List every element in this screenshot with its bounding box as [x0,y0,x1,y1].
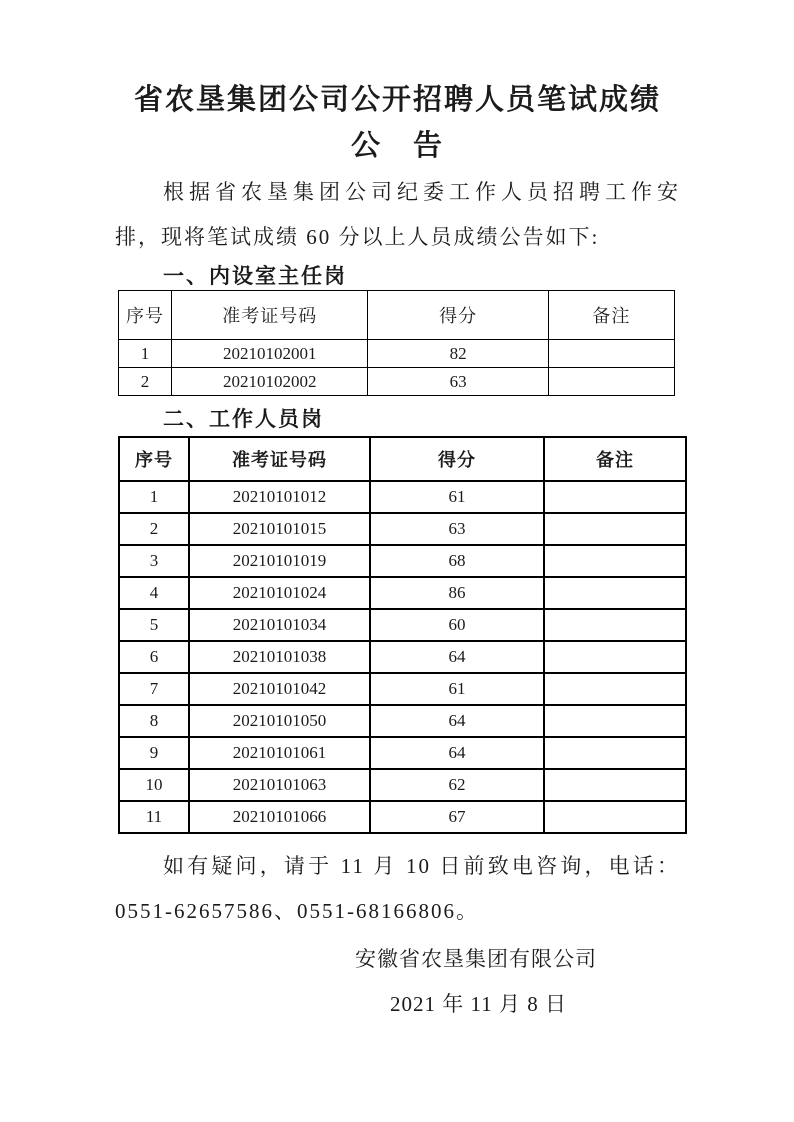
intro-line-1: 根据省农垦集团公司纪委工作人员招聘工作安 [163,180,680,204]
intro-line-2: 排，现将笔试成绩 60 分以上人员成绩公告如下: [115,225,600,249]
contact-line-2: 0551-62657586、0551-68166806。 [115,899,479,923]
table-row [119,545,686,577]
column-header: 得分 [370,437,544,481]
section-2-heading: 二、工作人员岗 [163,407,324,431]
table-cell: 20210101038 [189,641,370,673]
page-subtitle: 公 告 [350,130,444,162]
table-cell: 20210101063 [189,769,370,801]
score-table-staff-post [118,436,687,834]
table-cell: 2 [119,513,189,545]
table-cell [544,801,686,833]
table-row [119,673,686,705]
table-cell: 20210101042 [189,673,370,705]
table-cell: 20210102002 [172,368,368,396]
contact-paragraph [115,844,680,934]
table-cell [544,737,686,769]
table-cell: 8 [119,705,189,737]
table-cell: 9 [119,737,189,769]
score-table-director-post [118,290,675,396]
table-cell: 64 [370,641,544,673]
table-row [119,340,675,368]
section-1-heading: 一、内设室主任岗 [163,264,347,288]
table-cell [544,641,686,673]
table-cell: 86 [370,577,544,609]
table-cell [544,609,686,641]
column-header: 准考证号码 [189,437,370,481]
table-cell: 10 [119,769,189,801]
table-cell [544,769,686,801]
table-cell [544,705,686,737]
table-cell [544,481,686,513]
table-cell: 3 [119,545,189,577]
table-cell: 62 [370,769,544,801]
table-cell: 5 [119,609,189,641]
table-cell: 20210101050 [189,705,370,737]
issuer-signature: 安徽省农垦集团有限公司 [355,947,597,971]
table-cell: 1 [119,481,189,513]
table-cell [548,368,674,396]
table-cell: 20210101024 [189,577,370,609]
table-cell: 7 [119,673,189,705]
intro-paragraph [115,170,680,260]
table-cell [548,340,674,368]
column-header: 序号 [119,291,172,340]
table-cell: 60 [370,609,544,641]
table-cell: 2 [119,368,172,396]
column-header: 序号 [119,437,189,481]
table-cell: 82 [368,340,548,368]
table-row [119,737,686,769]
table-cell: 20210101061 [189,737,370,769]
table-cell: 20210101015 [189,513,370,545]
table-cell: 67 [370,801,544,833]
column-header: 备注 [548,291,674,340]
table-header-row [119,291,675,340]
table-cell: 63 [368,368,548,396]
table-cell: 68 [370,545,544,577]
issue-date: 2021 年 11 月 8 日 [390,992,567,1016]
column-header: 备注 [544,437,686,481]
table-row [119,801,686,833]
table-cell: 64 [370,737,544,769]
table-cell: 61 [370,673,544,705]
table-cell: 4 [119,577,189,609]
table-cell [544,545,686,577]
table-cell: 20210101034 [189,609,370,641]
table-row [119,577,686,609]
table-row [119,513,686,545]
table-cell [544,673,686,705]
table-cell: 63 [370,513,544,545]
table-cell: 20210101066 [189,801,370,833]
table-header-row [119,437,686,481]
table-cell [544,513,686,545]
table-cell: 11 [119,801,189,833]
table-row [119,368,675,396]
column-header: 准考证号码 [172,291,368,340]
page-title: 省农垦集团公司公开招聘人员笔试成绩 [133,84,661,116]
table-cell: 1 [119,340,172,368]
table-cell [544,577,686,609]
table-cell: 20210101019 [189,545,370,577]
table-row [119,705,686,737]
table-cell: 20210102001 [172,340,368,368]
contact-line-1: 如有疑问，请于 11 月 10 日前致电咨询，电话： [163,854,680,878]
table-row [119,641,686,673]
table-row [119,481,686,513]
table-cell: 64 [370,705,544,737]
table-row [119,769,686,801]
table-row [119,609,686,641]
table-cell: 20210101012 [189,481,370,513]
column-header: 得分 [368,291,548,340]
table-cell: 61 [370,481,544,513]
table-cell: 6 [119,641,189,673]
